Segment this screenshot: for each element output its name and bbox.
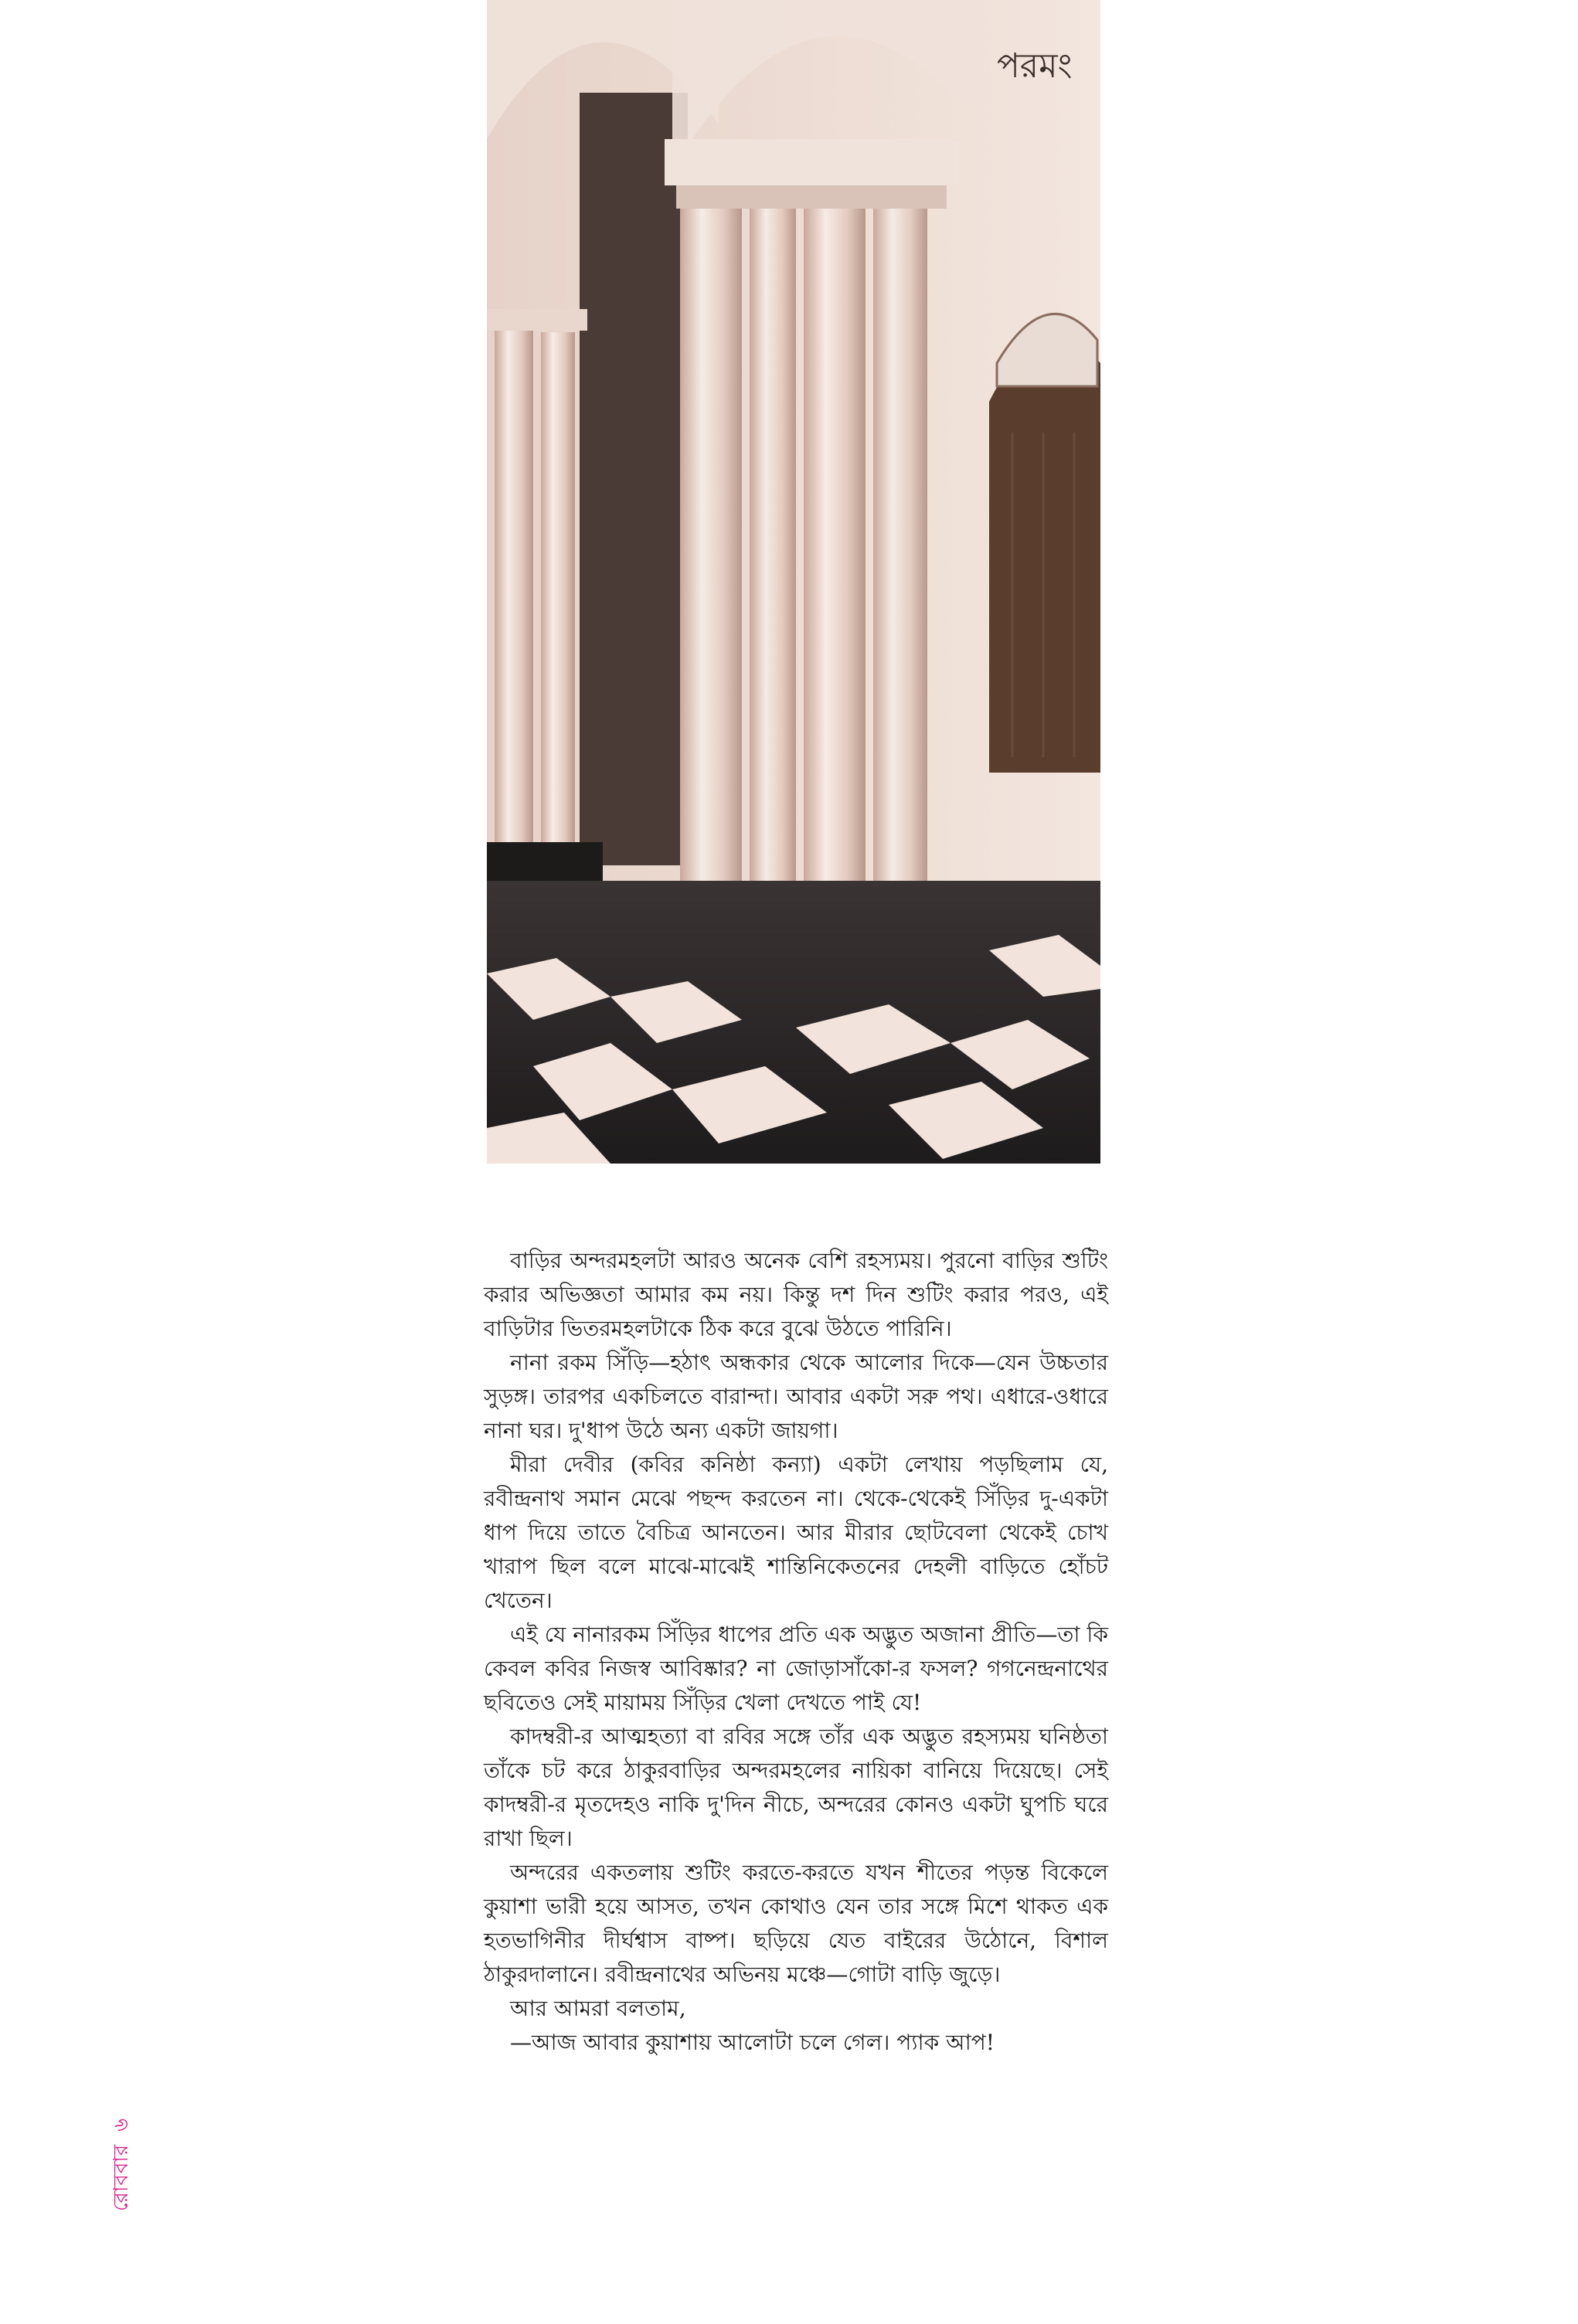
wall-inscription: পরমং — [997, 46, 1073, 86]
colonnade-illustration — [487, 0, 1100, 1164]
paragraph: আর আমরা বলতাম, — [510, 1996, 686, 2021]
magazine-name: রোববার — [110, 2143, 133, 2211]
paragraph: এই যে নানারকম সিঁড়ির ধাপের প্রতি এক অদ্ভুত অজানা প্রীতি—তা কি কেবল কবির নিজস্ব আবিষ্কার? না জোড়াসাঁকো-র ফসল? গগনেন্দ্রনাথের ছবিতেও সেই মায়াময় সিঁড়ির খেলা দেখতে পাই যে! — [484, 1622, 1108, 1715]
paragraph: কাদম্বরী-র আত্মহত্যা বা রবির সঙ্গে তাঁর এক অদ্ভুত রহস্যময় ঘনিষ্ঠতা তাঁকে চট করে ঠাকুরবাড়ির অন্দরমহলের নায়িকা বানিয়ে দিয়েছে। সেই কাদম্বরী-র মৃতদেহও নাকি দু'দিন নীচে, অন্দরের কোনও একটা ঘুপচি ঘরে রাখা ছিল। — [484, 1724, 1108, 1851]
paragraph: নানা রকম সিঁড়ি—হঠাৎ অন্ধকার থেকে আলোর দিকে—যেন উচ্চতার সুড়ঙ্গ। তারপর একচিলতে বারান্দা। আবার একটা সরু পথ। এধারে-ওধারে নানা ঘর। দু'ধাপ উঠে অন্য একটা জায়গা। — [484, 1350, 1108, 1443]
paragraph: অন্দরের একতলায় শুটিং করতে-করতে যখন শীতের পড়ন্ত বিকেলে কুয়াশা ভারী হয়ে আসত, তখন কোথাও যেন তার সঙ্গে মিশে থাকত এক হতভাগিনীর দীর্ঘশ্বাস বাষ্প। ছড়িয়ে যেত বাইরের উঠোনে, বিশাল ঠাকুরদালানে। রবীন্দ্রনাথের অভিনয় মঞ্চে—গোটা বাড়ি জুড়ে। — [484, 1860, 1108, 1987]
colonnade-photo — [487, 0, 1100, 1164]
paragraph: —আজ আবার কুয়াশায় আলোটা চলে গেল। প্যাক আপ! — [510, 2030, 995, 2055]
paragraph: মীরা দেবীর (কবির কনিষ্ঠা কন্যা) একটা লেখায় পড়ছিলাম যে, রবীন্দ্রনাথ সমান মেঝে পছন্দ করতেন না। থেকে-থেকেই সিঁড়ির দু-একটা ধাপ দিয়ে তাতে বৈচিত্র আনতেন। আর মীরার ছোটবেলা থেকেই চোখ খারাপ ছিল বলে মাঝে-মাঝেই শান্তিনিকেতনের দেহলী বাড়িতে হোঁচট খেতেন। — [484, 1452, 1108, 1613]
article-body — [484, 1244, 1108, 2060]
paragraph: বাড়ির অন্দরমহলটা আরও অনেক বেশি রহস্যময়। পুরনো বাড়ির শুটিং করার অভিজ্ঞতা আমার কম নয়। কিন্তু দশ দিন শুটিং করার পরও, এই বাড়িটার ভিতরমহলটাকে ঠিক করে বুঝে উঠতে পারিনি। — [484, 1248, 1108, 1341]
page-footer-label — [71, 2080, 133, 2211]
page-number: ৬ — [110, 2117, 133, 2132]
